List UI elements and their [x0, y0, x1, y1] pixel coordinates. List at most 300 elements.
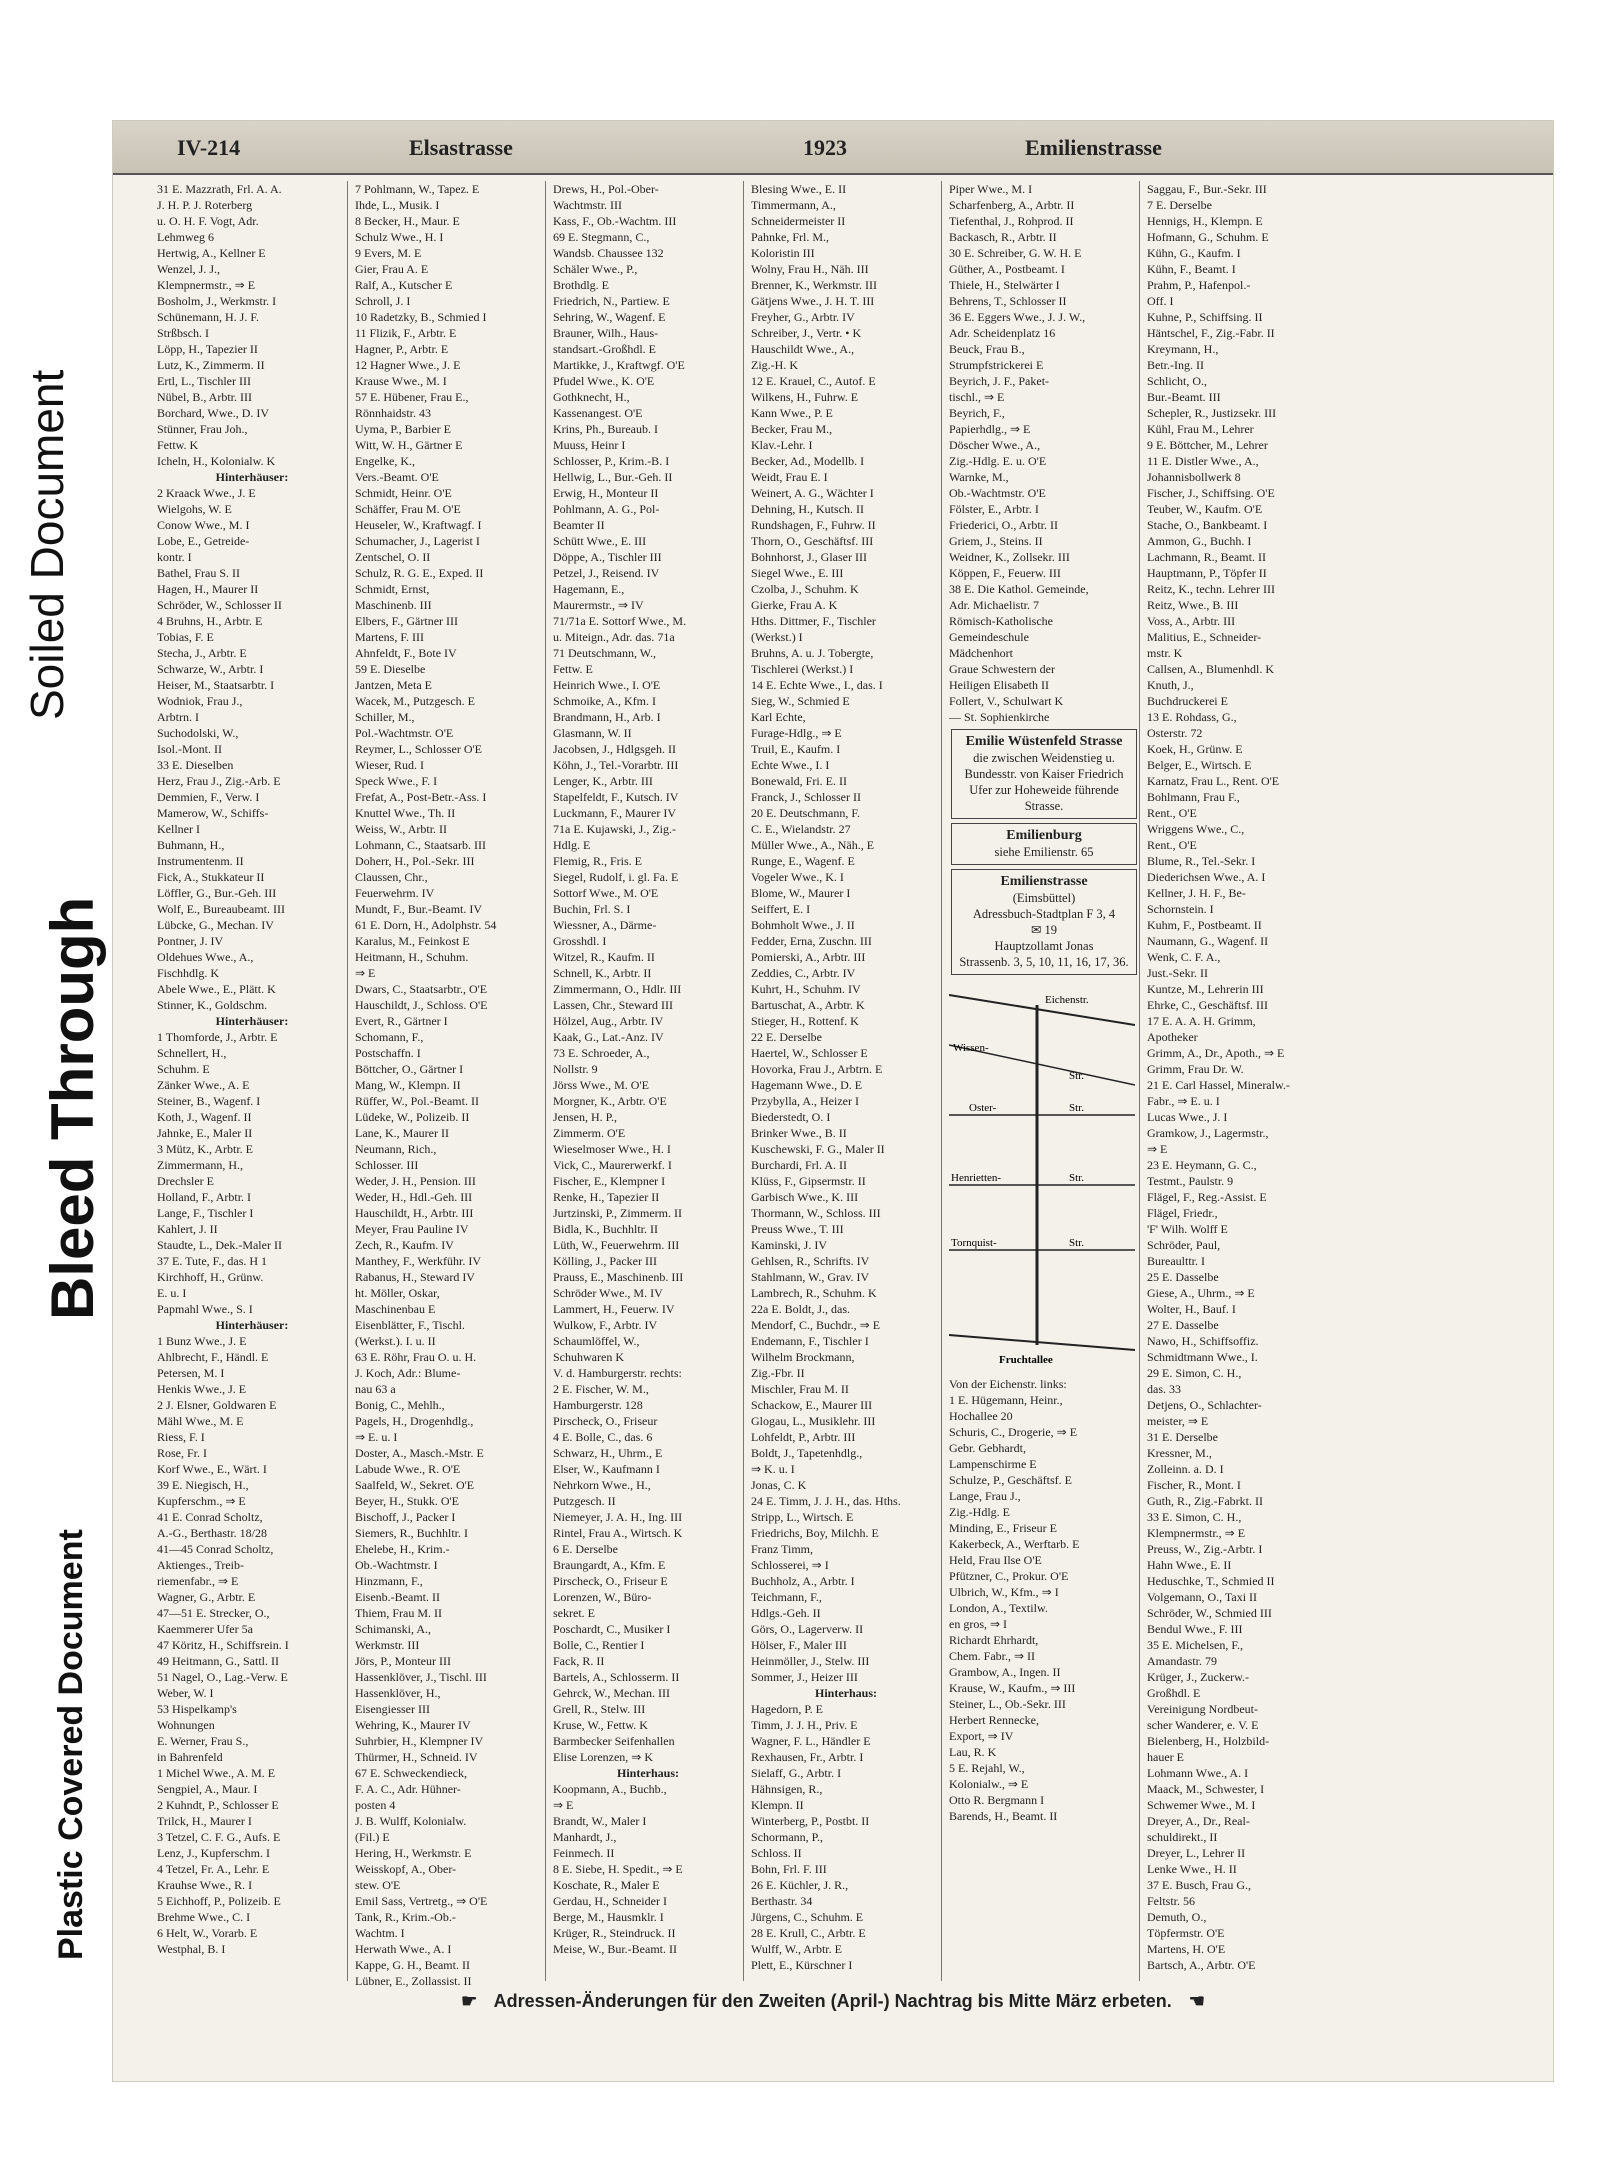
emilienburg-text: siehe Emilienstr. 65	[994, 845, 1094, 859]
directory-entry: Wacek, M., Putzgesch. E	[355, 694, 475, 708]
directory-entry: Grimm, A., Dr., Apoth., ⇒ E	[1147, 1046, 1285, 1060]
directory-entry: Eisenb.-Beamt. II	[355, 1590, 440, 1604]
directory-entry: Schlicht, O.,	[1147, 374, 1207, 388]
directory-entry: Schornstein. I	[1147, 902, 1214, 916]
directory-entry: Schäler Wwe., P.,	[553, 262, 638, 276]
directory-entry: u. Miteign., Adr. das. 71a	[553, 630, 675, 644]
emilienstrasse-zoll: Hauptzollamt Jonas	[994, 939, 1094, 953]
directory-entry: Bohmholt Wwe., J. II	[751, 918, 855, 932]
directory-entry: Furage-Hdlg., ⇒ E	[751, 726, 842, 740]
directory-entry: Heduschke, T., Schmied II	[1147, 1574, 1275, 1588]
directory-entry: Instrumentenm. II	[157, 854, 244, 868]
directory-entry: 38 E. Die Kathol. Gemeinde,	[949, 582, 1089, 596]
directory-entry: Plett, E., Kürschner I	[751, 1958, 853, 1972]
directory-entry: Wriggens Wwe., C.,	[1147, 822, 1245, 836]
map-label-wissen: Wissen-	[953, 1042, 989, 1054]
directory-entry: Schaumlöffel, W.,	[553, 1334, 640, 1348]
directory-entry: posten 4	[355, 1798, 396, 1812]
directory-entry: 24 E. Timm, J. J. H., das. Hths.	[751, 1494, 901, 1508]
directory-entry: E. Werner, Frau S.,	[157, 1734, 249, 1748]
directory-entry: Schnell, K., Arbtr. II	[553, 966, 652, 980]
directory-entry: Amandastr. 79	[1147, 1654, 1217, 1668]
directory-entry: Von der Eichenstr. links:	[949, 1377, 1067, 1391]
directory-entry: Zig.-Hdlg. E. u. O'E	[949, 454, 1047, 468]
directory-entry: Nübel, B., Arbtr. III	[157, 390, 252, 404]
directory-entry: Löffler, G., Bur.-Geh. III	[157, 886, 277, 900]
directory-entry: Schneidermeister II	[751, 214, 846, 228]
year-heading: 1923	[803, 135, 847, 160]
directory-entry: Schlosserei, ⇒ I	[751, 1558, 829, 1572]
directory-entry: Eisengiesser III	[355, 1702, 430, 1716]
directory-entry: Fedder, Erna, Zuschn. III	[751, 934, 872, 948]
directory-entry: 57 E. Hübener, Frau E.,	[355, 390, 469, 404]
directory-entry: Fischer, E., Klempner I	[553, 1174, 666, 1188]
directory-entry: 22a E. Boldt, J., das.	[751, 1302, 850, 1316]
directory-entry: Wilhelm Brockmann,	[751, 1350, 855, 1364]
directory-entry: Piper Wwe., M. I	[949, 182, 1033, 196]
directory-entry: Weber, W. I	[157, 1686, 214, 1700]
directory-entry: Hths. Dittmer, F., Tischler	[751, 614, 876, 628]
directory-entry: Naumann, G., Wagenf. II	[1147, 934, 1269, 948]
directory-entry: Belger, E., Wirtsch. E	[1147, 758, 1252, 772]
directory-entry: Osterstr. 72	[1147, 726, 1203, 740]
directory-entry: Schackow, E., Maurer III	[751, 1398, 873, 1412]
directory-entry: 31 E. Mazzrath, Frl. A. A.	[157, 182, 282, 196]
directory-entry: Henkis Wwe., J. E	[157, 1382, 247, 1396]
directory-entry: Schuhm. E	[157, 1062, 210, 1076]
directory-entry: Winterberg, P., Postbt. II	[751, 1814, 870, 1828]
directory-entry: Kolonialw., ⇒ E	[949, 1777, 1029, 1791]
directory-entry: Zolleinn. a. D. I	[1147, 1462, 1224, 1476]
directory-entry: Koopmann, A., Buchb.,	[553, 1782, 667, 1796]
directory-entry: Scharfenberg, A., Arbtr. II	[949, 198, 1075, 212]
plastic-covered-label: Plastic Covered Document	[52, 1529, 90, 1960]
directory-entry: Malitius, E., Schneider-	[1147, 630, 1262, 644]
directory-entry: Löpp, H., Tapezier II	[157, 342, 258, 356]
directory-entry: Evert, R., Gärtner I	[355, 1014, 448, 1028]
directory-entry: 28 E. Krull, C., Arbtr. E	[751, 1926, 866, 1940]
column-5	[949, 181, 1140, 1981]
directory-entry: ⇒ E	[1147, 1142, 1168, 1156]
directory-entry: Kass, F., Ob.-Wachtm. III	[553, 214, 677, 228]
directory-entry: Echte Wwe., I. I	[751, 758, 830, 772]
directory-entry: Grambow, A., Ingen. II	[949, 1665, 1061, 1679]
directory-entry: Maack, M., Schwester, I	[1147, 1782, 1265, 1796]
directory-entry: Franck, J., Schlosser II	[751, 790, 861, 804]
directory-entry: Gerdau, H., Schneider I	[553, 1894, 667, 1908]
directory-entry: 20 E. Deutschmann, F.	[751, 806, 861, 820]
directory-entry: Petersen, M. I	[157, 1366, 225, 1380]
directory-entry: Klav.-Lehr. I	[751, 438, 813, 452]
directory-entry: 6 E. Derselbe	[553, 1542, 618, 1556]
directory-entry: Luckmann, F., Maurer IV	[553, 806, 677, 820]
directory-entry: Heiser, M., Staatsarbtr. I	[157, 678, 275, 692]
directory-entry: Vick, C., Maurerwerkf. I	[553, 1158, 672, 1172]
directory-entry: Kaminski, J. IV	[751, 1238, 827, 1252]
directory-entry: Schmidtmann Wwe., I.	[1147, 1350, 1258, 1364]
directory-entry: Doster, A., Masch.-Mstr. E	[355, 1446, 484, 1460]
directory-entry: Schwarz, H., Uhrm., E	[553, 1446, 663, 1460]
directory-entry: Ahnfeldt, F., Bote IV	[355, 646, 457, 660]
directory-entry: Stieger, H., Rottenf. K	[751, 1014, 859, 1028]
directory-entry: Follert, V., Schulwart K	[949, 694, 1064, 708]
directory-entry: Bathel, Frau S. II	[157, 566, 240, 580]
directory-entry: 1 Thomforde, J., Arbtr. E	[157, 1030, 278, 1044]
directory-entry: Weidt, Frau E. I	[751, 470, 828, 484]
directory-entry: Lampenschirme E	[949, 1457, 1037, 1471]
pointing-hand-left-icon: ☛	[461, 1991, 478, 2011]
directory-entry: Fabr., ⇒ E. u. I	[1147, 1094, 1220, 1108]
directory-entry: Böttcher, O., Gärtner I	[355, 1062, 464, 1076]
directory-entry: Wolter, H., Bauf. I	[1147, 1302, 1236, 1316]
directory-entry: Buchholz, A., Arbtr. I	[751, 1574, 855, 1588]
directory-entry: Heinrich Wwe., I. O'E	[553, 678, 661, 692]
directory-entry: Wulff, W., Arbtr. E	[751, 1942, 842, 1956]
directory-entry: Krüger, J., Zuckerw.-	[1147, 1670, 1250, 1684]
directory-entry: Sommer, J., Heizer III	[751, 1670, 858, 1684]
directory-entry: Schröder, W., Schlosser II	[157, 598, 282, 612]
directory-entry: A.-G., Berthastr. 18/28	[157, 1526, 267, 1540]
directory-entry: Hochallee 20	[949, 1409, 1013, 1423]
emilienstrasse-plan: Adressbuch-Stadtplan F 3, 4	[972, 907, 1116, 921]
directory-entry: mstr. K	[1147, 646, 1183, 660]
directory-entry: Römisch-Katholische	[949, 614, 1053, 628]
directory-entry: Knuttel Wwe., Th. II	[355, 806, 456, 820]
directory-entry: Reymer, L., Schlosser O'E	[355, 742, 482, 756]
directory-entry: Lorenzen, W., Büro-	[553, 1590, 652, 1604]
directory-entry: 23 E. Heymann, G. C.,	[1147, 1158, 1257, 1172]
directory-entry: 47—51 E. Strecker, O.,	[157, 1606, 270, 1620]
directory-entry: stew. O'E	[355, 1878, 401, 1892]
directory-entry: Siemers, R., Buchhltr. I	[355, 1526, 468, 1540]
directory-entry: Weder, J. H., Pension. III	[355, 1174, 476, 1188]
directory-entry: Gier, Frau A. E	[355, 262, 429, 276]
directory-entry: Arbtrn. I	[157, 710, 199, 724]
directory-entry: Lohfeldt, P., Arbtr. III	[751, 1430, 856, 1444]
directory-entry: Schuris, C., Drogerie, ⇒ E	[949, 1425, 1078, 1439]
directory-entry: Zig.-Fbr. II	[751, 1366, 805, 1380]
directory-entry: Kruse, W., Fettw. K	[553, 1718, 648, 1732]
emilienstrasse-box	[951, 869, 1137, 975]
directory-entry: F. A. C., Adr. Hühner-	[355, 1782, 461, 1796]
directory-entry: Muuss, Heinr I	[553, 438, 626, 452]
directory-entry: Freyher, G., Arbtr. IV	[751, 310, 855, 324]
footer-text: Adressen-Änderungen für den Zweiten (April-) Nachtrag bis Mitte März erbeten.	[493, 1991, 1172, 2011]
column-2	[355, 181, 546, 1988]
directory-entry: Fölster, E., Arbtr. I	[949, 502, 1039, 516]
directory-entry: Demmien, F., Verw. I	[157, 790, 260, 804]
directory-entry: Lübner, E., Zollassist. II	[355, 1974, 472, 1988]
directory-entry: Jonas, C. K	[751, 1478, 807, 1492]
directory-entry: Wenk, C. F. A.,	[1147, 950, 1221, 964]
map-label-tornquist: Tornquist-	[951, 1237, 997, 1249]
directory-entry: 31 E. Derselbe	[1147, 1430, 1218, 1444]
directory-entry: Detjens, O., Schlachter-	[1147, 1398, 1262, 1412]
directory-entry: Kölling, J., Packer III	[553, 1254, 657, 1268]
directory-entry: Schulz Wwe., H. I	[355, 230, 444, 244]
directory-entry: Claussen, Chr.,	[355, 870, 428, 884]
directory-entry: 12 Hagner Wwe., J. E	[355, 358, 461, 372]
directory-entry: Nawo, H., Schiffsoffiz.	[1147, 1334, 1259, 1348]
directory-entry: Ob.-Wachtmstr. I	[355, 1558, 438, 1572]
directory-entry: Heinmöller, J., Stelw. III	[751, 1654, 870, 1668]
directory-entry: (Werkst.) I	[751, 630, 803, 644]
directory-entry: Schepler, R., Justizsekr. III	[1147, 406, 1277, 420]
directory-entry: riemenfabr., ⇒ E	[157, 1574, 239, 1588]
street-heading-right: Emilienstrasse	[1025, 135, 1162, 160]
directory-entry: Schröder Wwe., M. IV	[553, 1286, 663, 1300]
directory-entry: 6 Helt, W., Vorarb. E	[157, 1926, 258, 1940]
directory-entry: Betr.-Ing. II	[1147, 358, 1204, 372]
directory-entry: Jantzen, Meta E	[355, 678, 432, 692]
directory-entry: Tiefenthal, J., Rohprod. II	[949, 214, 1074, 228]
directory-entry: 2 J. Elsner, Goldwaren E	[157, 1398, 277, 1412]
directory-entry: in Bahrenfeld	[157, 1750, 223, 1764]
directory-entry: Dreyer, A., Dr., Real-	[1147, 1814, 1250, 1828]
directory-entry: Becker, Ad., Modellb. I	[751, 454, 865, 468]
directory-entry: Hölser, F., Maler III	[751, 1638, 847, 1652]
map-label-eichenstr: Eichenstr.	[1045, 994, 1089, 1006]
directory-entry: Sottorf Wwe., M. O'E	[553, 886, 659, 900]
directory-entry: Lange, F., Tischler I	[157, 1206, 254, 1220]
directory-entry: Hauschildt Wwe., A.,	[751, 342, 855, 356]
directory-entry: Zig.-H. K	[751, 358, 798, 372]
directory-entry: Kupferschm., ⇒ E	[157, 1494, 246, 1508]
directory-entry: Hauschildt, J., Schloss. O'E	[355, 998, 488, 1012]
directory-entry: Töpfermstr. O'E	[1147, 1926, 1225, 1940]
directory-entry: Jurtzinski, P., Zimmerm. II	[553, 1206, 682, 1220]
directory-entry: Hering, H., Werkmstr. E	[355, 1846, 472, 1860]
directory-entry: Adr. Michaelistr. 7	[949, 598, 1039, 612]
directory-entry: Friederici, O., Arbtr. II	[949, 518, 1058, 532]
directory-entry: Pfudel Wwe., K. O'E	[553, 374, 655, 388]
directory-entry: Lobe, E., Getreide-	[157, 534, 250, 548]
directory-entry: Koschate, R., Maler E	[553, 1878, 660, 1892]
directory-entry: Strßbsch. I	[157, 326, 209, 340]
directory-entry: Mädchenhort	[949, 646, 1013, 660]
directory-entry: J. H. P. J. Roterberg	[157, 198, 253, 212]
directory-entry: Heitmann, H., Schuhm.	[355, 950, 469, 964]
directory-entry: Beyer, H., Stukk. O'E	[355, 1494, 460, 1508]
directory-entry: Barmbecker Seifenhallen	[553, 1734, 675, 1748]
directory-entry: 9 E. Böttcher, M., Lehrer	[1147, 438, 1268, 452]
directory-entry: Beyrich, J. F., Paket-	[949, 374, 1050, 388]
directory-entry: Borchard, Wwe., D. IV	[157, 406, 270, 420]
directory-entry: Wieselmoser Wwe., H. I	[553, 1142, 671, 1156]
directory-entry: 1 Bunz Wwe., J. E	[157, 1334, 247, 1348]
directory-entry: Kressner, M.,	[1147, 1446, 1212, 1460]
directory-entry: Lange, Frau J.,	[949, 1489, 1021, 1503]
soiled-document-label: Soiled Document	[21, 369, 73, 720]
directory-entry: Nollstr. 9	[553, 1062, 598, 1076]
directory-entry: Mähl Wwe., M. E	[157, 1414, 244, 1428]
directory-entry: 11 Flizik, F., Arbtr. E	[355, 326, 457, 340]
directory-entry: Schmidt, Ernst,	[355, 582, 430, 596]
directory-entry: Krüger, R., Steindruck. II	[553, 1926, 676, 1940]
column-5-top	[949, 181, 1139, 725]
directory-entry: Klempnermstr., ⇒ E	[157, 278, 256, 292]
directory-entry: Emil Sass, Vertretg., ⇒ O'E	[355, 1894, 488, 1908]
directory-entry: ht. Möller, Oskar,	[355, 1286, 440, 1300]
directory-entry: Rose, Fr. I	[157, 1446, 208, 1460]
directory-entry: Hagner, P., Arbtr. E	[355, 342, 449, 356]
directory-entry: Tobias, F. E	[157, 630, 214, 644]
directory-entry: Klempn. II	[751, 1798, 804, 1812]
directory-entry: 3 Tetzel, C. F. G., Aufs. E	[157, 1830, 281, 1844]
emilie-box-text: die zwischen Weidenstieg u. Bundesstr. von Kaiser Friedrich Ufer zur Hoheweide führende Strasse.	[964, 751, 1124, 813]
directory-entry: Wehring, K., Maurer IV	[355, 1718, 471, 1732]
directory-entry: Sengpiel, A., Maur. I	[157, 1782, 258, 1796]
directory-entry: Stapelfeldt, F., Kutsch. IV	[553, 790, 679, 804]
directory-entry: Maurermstr., ⇒ IV	[553, 598, 644, 612]
directory-entry: Schreiber, J., Vertr. • K	[751, 326, 862, 340]
directory-entry: Lachmann, R., Beamt. II	[1147, 550, 1266, 564]
column-4	[751, 181, 942, 1981]
directory-entry: Demuth, O.,	[1147, 1910, 1207, 1924]
directory-entry: Ammon, G., Buchh. I	[1147, 534, 1252, 548]
directory-entry: Feuerwehrm. IV	[355, 886, 435, 900]
directory-entry: Schröder, W., Schmied III	[1147, 1606, 1272, 1620]
directory-entry: Zentschel, O. II	[355, 550, 431, 564]
directory-entry: Weisskopf, A., Ober-	[355, 1862, 457, 1876]
directory-entry: Haertel, W., Schlosser E	[751, 1046, 868, 1060]
directory-entry: Jürgens, C., Schuhm. E	[751, 1910, 864, 1924]
directory-entry: 'F' Wilh. Wolff E	[1147, 1222, 1228, 1236]
directory-entry: 14 E. Echte Wwe., I., das. I	[751, 678, 883, 692]
directory-entry: Feltstr. 56	[1147, 1894, 1196, 1908]
directory-entry: Bonig, C., Mehlh.,	[355, 1398, 445, 1412]
directory-entry: Fettw. E	[553, 662, 593, 676]
directory-entry: Schuhwaren K	[553, 1350, 624, 1364]
directory-entry: Zeddies, C., Arbtr. IV	[751, 966, 856, 980]
directory-entry: Schulz, R. G. E., Exped. II	[355, 566, 484, 580]
directory-entry: Dehning, H., Kutsch. II	[751, 502, 864, 516]
directory-entry: Bohlmann, Frau F.,	[1147, 790, 1240, 804]
directory-entry: Bur.-Beamt. III	[1147, 390, 1221, 404]
directory-entry: Lenke Wwe., H. II	[1147, 1862, 1237, 1876]
directory-entry: Testmt., Paulstr. 9	[1147, 1174, 1234, 1188]
directory-entry: Stünner, Frau Joh.,	[157, 422, 248, 436]
directory-entry: Off. I	[1147, 294, 1174, 308]
directory-entry: Kuhrt, H., Schuhm. IV	[751, 982, 861, 996]
directory-entry: Pohlmann, A. G., Pol-	[553, 502, 660, 516]
street-heading-left: Elsastrasse	[409, 135, 513, 160]
directory-entry: Drews, H., Pol.-Ober-	[553, 182, 659, 196]
directory-entry: meister, ⇒ E	[1147, 1414, 1209, 1428]
page-header	[113, 121, 1553, 175]
directory-entry: Abele Wwe., E., Plätt. K	[157, 982, 276, 996]
directory-entry: 51 Nagel, O., Lag.-Verw. E	[157, 1670, 288, 1684]
directory-entry: Bureaulttr. I	[1147, 1254, 1205, 1268]
directory-entry: Papierhdlg., ⇒ E	[949, 422, 1031, 436]
directory-entry: Vers.-Beamt. O'E	[355, 470, 439, 484]
directory-entry: Manhardt, J.,	[553, 1830, 617, 1844]
directory-entry: Witzel, R., Kaufm. II	[553, 950, 655, 964]
directory-entry: Vereinigung Nordbeut-	[1147, 1702, 1258, 1716]
directory-entry: Timmermann, A.,	[751, 198, 836, 212]
directory-entry: Kappe, G. H., Beamt. II	[355, 1958, 470, 1972]
directory-entry: Mendorf, C., Buchdr., ⇒ E	[751, 1318, 881, 1332]
directory-entry: 36 E. Eggers Wwe., J. J. W.,	[949, 310, 1086, 324]
directory-entry: Glogau, L., Musiklehr. III	[751, 1414, 876, 1428]
directory-entry: ⇒ K. u. I	[751, 1462, 795, 1476]
directory-entry: 13 E. Rohdass, G.,	[1147, 710, 1237, 724]
directory-entry: Hassenklöver, H.,	[355, 1686, 441, 1700]
directory-entry: Export, ⇒ IV	[949, 1729, 1014, 1743]
directory-entry: schuldirekt., II	[1147, 1830, 1218, 1844]
directory-entry: Tischlerei (Werkst.) I	[751, 662, 854, 676]
directory-entry: Renke, H., Tapezier II	[553, 1190, 660, 1204]
directory-entry: Krause, W., Kaufm., ⇒ III	[949, 1681, 1076, 1695]
map-label-tornquist-str: Str.	[1069, 1237, 1084, 1249]
directory-entry: Meise, W., Bur.-Beamt. II	[553, 1942, 677, 1956]
directory-entry: Rent., O'E	[1147, 806, 1197, 820]
directory-entry: 67 E. Schweckendieck,	[355, 1766, 467, 1780]
directory-entry: Kirchhoff, H., Grünw.	[157, 1270, 264, 1284]
directory-entry: Engelke, K.,	[355, 454, 415, 468]
directory-entry: Heuseler, W., Kraftwagf. I	[355, 518, 482, 532]
directory-entry: Westphal, B. I	[157, 1942, 226, 1956]
directory-entry: Lane, K., Maurer II	[355, 1126, 449, 1140]
directory-entry: Wachtmstr. III	[553, 198, 623, 212]
directory-entry: Speck Wwe., F. I	[355, 774, 438, 788]
directory-entry: 69 E. Stegmann, C.,	[553, 230, 650, 244]
directory-entry: Schloss. II	[751, 1846, 802, 1860]
directory-entry: Rent., O'E	[1147, 838, 1197, 852]
directory-entry: J. Koch, Adr.: Blume-	[355, 1366, 461, 1380]
directory-entry: (Werkst.). I. u. II	[355, 1334, 436, 1348]
directory-entry: Barends, H., Beamt. II	[949, 1809, 1058, 1823]
directory-entry: 4 E. Bolle, C., das. 6	[553, 1430, 653, 1444]
directory-entry: 37 E. Tute, F., das. H 1	[157, 1254, 268, 1268]
emilienstrasse-sub: (Eimsbüttel)	[1012, 891, 1076, 905]
directory-entry: Grimm, Frau Dr. W.	[1147, 1062, 1244, 1076]
directory-entry: Kahlert, J. II	[157, 1222, 218, 1236]
directory-entry: 47 Köritz, H., Schiffsrein. I	[157, 1638, 289, 1652]
directory-entry: Kuhne, P., Schiffsing. II	[1147, 310, 1263, 324]
directory-entry: Prauss, E., Maschinenb. III	[553, 1270, 684, 1284]
directory-entry: Beyrich, F.,	[949, 406, 1005, 420]
map-label-wissen-str: Str.	[1069, 1070, 1084, 1082]
directory-entry: Kakerbeck, A., Werftarb. E	[949, 1537, 1080, 1551]
directory-entry: Güther, A., Postbeamt. I	[949, 262, 1065, 276]
directory-entry: Hinterhaus:	[616, 1766, 679, 1780]
directory-entry: 17 E. A. A. H. Grimm,	[1147, 1014, 1256, 1028]
directory-entry: 61 E. Dorn, H., Adolphstr. 54	[355, 918, 497, 932]
directory-entry: Bielenberg, H., Holzbild-	[1147, 1734, 1270, 1748]
directory-entry: Wenzel, J. J.,	[157, 262, 221, 276]
directory-entry: Stripp, L., Wirtsch. E	[751, 1510, 854, 1524]
directory-entry: Preuss, W., Zig.-Arbtr. I	[1147, 1542, 1263, 1556]
directory-entry: Hahn Wwe., E. II	[1147, 1558, 1232, 1572]
directory-entry: Pagels, H., Drogenhdlg.,	[355, 1414, 474, 1428]
directory-entry: Postschaffn. I	[355, 1046, 421, 1060]
directory-entry: Runge, E., Wagenf. E	[751, 854, 855, 868]
directory-entry: 4 Tetzel, Fr. A., Lehr. E	[157, 1862, 270, 1876]
directory-entry: Friedrich, N., Partiew. E	[553, 294, 670, 308]
directory-entry: Kühn, G., Kaufm. I	[1147, 246, 1241, 260]
directory-entry: Thürmer, H., Schneid. IV	[355, 1750, 478, 1764]
directory-entry: 1 Michel Wwe., A. M. E	[157, 1766, 276, 1780]
directory-entry: Schütt Wwe., E. III	[553, 534, 647, 548]
directory-entry: Sielaff, G., Arbtr. I	[751, 1766, 842, 1780]
directory-entry: Ehrke, C., Geschäftsf. III	[1147, 998, 1268, 1012]
map-label-oster-str: Str.	[1069, 1102, 1084, 1114]
directory-entry: Poschardt, C., Musiker I	[553, 1622, 671, 1636]
directory-entry: Karl Echte,	[751, 710, 806, 724]
directory-entry: Lau, R. K	[949, 1745, 997, 1759]
directory-entry: Berthastr. 34	[751, 1894, 813, 1908]
